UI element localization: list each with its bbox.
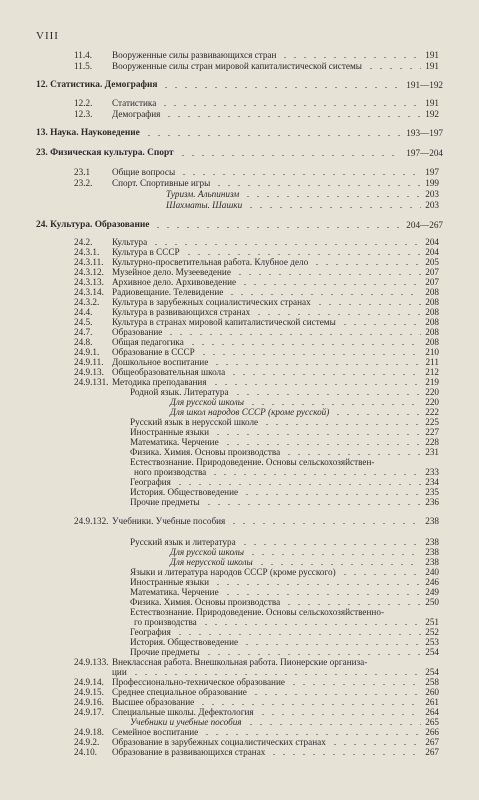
entry-title: Физика. Химия. Основы производства	[130, 597, 281, 607]
entry-title: Образование	[112, 327, 163, 337]
entry-title: Культура в развивающихся странах	[112, 307, 251, 317]
entry-title: Культура в зарубежных социалистических странах	[112, 297, 311, 307]
dot-leader	[242, 644, 421, 645]
page-number: 204—267	[406, 220, 443, 230]
entry-number: 24.4.	[74, 307, 93, 317]
page-number: 208	[425, 307, 439, 317]
dot-leader	[284, 454, 421, 455]
dot-leader	[223, 444, 421, 445]
section-title: 12. Статистика. Демография	[36, 80, 158, 90]
dot-leader	[240, 544, 421, 545]
page-number: 191—192	[406, 80, 443, 90]
dot-leader	[246, 207, 421, 208]
entry-title: Иностранные языки	[130, 577, 210, 587]
entry-title: Радиовещание. Телевидение	[112, 287, 224, 297]
entry-title: Для русской школы	[170, 397, 245, 407]
dot-leader	[280, 57, 421, 58]
dot-leader	[284, 604, 421, 605]
entry-title: Естествознание. Природоведение. Основы сельскохозяйственно-	[130, 607, 385, 617]
entry-title: Культура в СССР	[112, 247, 180, 257]
page-number: 267	[425, 747, 439, 757]
entry-title: Дошкольное воспитание	[112, 357, 209, 367]
entry-title: Для нерусской школы	[170, 557, 253, 567]
entry-title: Языки и литература народов СССР (кроме русского)	[130, 567, 336, 577]
entry-title: История. Обществоведение	[130, 487, 239, 497]
entry-title: Для школ народов СССР (кроме русской)	[170, 407, 330, 417]
dot-leader	[178, 155, 402, 156]
entry-number: 24.5.	[74, 317, 93, 327]
page-number: 193—197	[406, 128, 443, 138]
entry-title: Профессионально-техническое образование	[112, 677, 285, 687]
dot-leader	[166, 334, 421, 335]
entry-title: Шахматы. Шашки	[166, 200, 243, 210]
dot-leader	[289, 684, 421, 685]
dot-leader	[242, 494, 421, 495]
entry-number: 11.5.	[74, 61, 93, 71]
dot-leader	[246, 724, 421, 725]
entry-title: Музейное дело. Музееведение	[112, 267, 231, 277]
page-number: 267	[425, 737, 439, 747]
toc-entry	[0, 60, 479, 72]
entry-title: Вооруженные силы развивающихся стран	[112, 50, 277, 60]
dot-leader	[131, 674, 421, 675]
dot-leader	[229, 523, 421, 524]
dot-leader	[340, 324, 421, 325]
entry-title: Семейное воспитание	[112, 727, 199, 737]
page-number: 252	[425, 627, 439, 637]
toc-section	[0, 79, 479, 91]
page-number: 253	[425, 637, 439, 647]
entry-number: 12.3.	[74, 109, 93, 119]
page-number: 238	[425, 547, 439, 557]
entry-title: География	[130, 477, 171, 487]
page-number: 220	[425, 387, 439, 397]
section-title: 13. Наука. Науковедение	[36, 128, 140, 138]
page-number: 251	[425, 617, 439, 627]
entry-title: Среднее специальное образование	[112, 687, 247, 697]
dot-leader	[204, 654, 421, 655]
dot-leader	[214, 185, 421, 186]
dot-leader	[233, 394, 421, 395]
entry-title: Статистика	[112, 98, 157, 108]
entry-title: Русский язык в нерусской школе	[130, 417, 259, 427]
dot-leader	[199, 354, 421, 355]
page-folio: VIII	[36, 30, 59, 42]
page-number: 238	[425, 557, 439, 567]
entry-number: 24.7.	[74, 327, 93, 337]
entry-number: 24.9.16.	[74, 697, 104, 707]
entry-number: 24.3.14.	[74, 287, 104, 297]
entry-title: ного производства	[134, 467, 207, 477]
dot-leader	[188, 344, 421, 345]
entry-number: 24.3.1.	[74, 247, 100, 257]
entry-title: Русский язык и литература	[130, 537, 236, 547]
page-number: 191	[425, 50, 439, 60]
entry-number: 24.2.	[74, 237, 93, 247]
dot-leader	[251, 694, 421, 695]
page-number: 227	[425, 427, 439, 437]
page-number: 254	[425, 667, 439, 677]
page-number: 235	[425, 487, 439, 497]
entry-title: Культурно-просветительная работа. Клубное дело	[112, 257, 309, 267]
entry-title: Физика. Химия. Основы производства	[130, 447, 281, 457]
entry-number: 24.9.131.	[74, 377, 109, 387]
dot-leader	[160, 105, 421, 106]
entry-number: 23.2.	[74, 178, 93, 188]
entry-number: 24.8.	[74, 337, 93, 347]
page-number: 238	[425, 516, 439, 526]
dot-leader	[258, 714, 421, 715]
dot-leader	[211, 384, 421, 385]
entry-title: Математика. Черчение	[130, 587, 219, 597]
page-number: 236	[425, 497, 439, 507]
entry-number: 24.9.14.	[74, 677, 104, 687]
entry-title: Естествознание. Природоведение. Основы сельскохозяйствен-	[130, 457, 375, 467]
page-number: 264	[425, 707, 439, 717]
entry-number: 24.9.133.	[74, 657, 109, 667]
dot-leader	[153, 227, 402, 228]
entry-title: Демография	[112, 109, 161, 119]
entry-number: 24.9.15.	[74, 687, 104, 697]
entry-number: 12.2.	[74, 98, 93, 108]
dot-leader	[315, 304, 421, 305]
entry-title: Родной язык. Литература	[130, 387, 229, 397]
entry-number: 23.1	[74, 167, 91, 177]
dot-leader	[179, 174, 421, 175]
page-number: 234	[425, 477, 439, 487]
page-number: 191	[425, 61, 439, 71]
page-number: 197	[425, 167, 439, 177]
entry-number: 24.10.	[74, 747, 97, 757]
entry-number: 24.9.1.	[74, 347, 100, 357]
entry-title: ции	[112, 667, 127, 677]
dot-leader	[202, 734, 421, 735]
dot-leader	[223, 594, 421, 595]
page-number: 191	[425, 98, 439, 108]
dot-leader	[235, 274, 421, 275]
toc-section	[0, 219, 479, 231]
entry-title: Общая педагогика	[112, 337, 184, 347]
page-number: 246	[425, 577, 439, 587]
toc-entry	[0, 496, 479, 508]
page-number: 192	[425, 109, 439, 119]
entry-number: 24.3.13.	[74, 277, 104, 287]
page-number: 228	[425, 437, 439, 447]
entry-title: Методика преподавания	[112, 377, 207, 387]
dot-leader	[257, 564, 421, 565]
page-number: 207	[425, 277, 439, 287]
dot-leader	[201, 624, 421, 625]
entry-number: 24.9.11.	[74, 357, 104, 367]
entry-title: Учебники. Учебные пособия	[112, 516, 226, 526]
dot-leader	[213, 434, 421, 435]
page-number: 207	[425, 267, 439, 277]
entry-number: 24.3.12.	[74, 267, 104, 277]
page-number: 208	[425, 297, 439, 307]
entry-title: Внеклассная работа. Внешкольная работа. Пионерские организа-	[112, 657, 368, 667]
dot-leader	[151, 244, 421, 245]
entry-title: Общеобразовательная школа	[112, 367, 226, 377]
entry-number: 24.3.11.	[74, 257, 104, 267]
page-number: 254	[425, 647, 439, 657]
page-number: 219	[425, 377, 439, 387]
entry-title: Математика. Черчение	[130, 437, 219, 447]
entry-title: Высшее образование	[112, 697, 195, 707]
page-number: 204	[425, 247, 439, 257]
page-number: 203	[425, 200, 439, 210]
page-number: 261	[425, 697, 439, 707]
dot-leader	[269, 754, 421, 755]
entry-title: Туризм. Альпинизм	[166, 189, 240, 199]
page-number: 208	[425, 287, 439, 297]
entry-title: Специальные школы. Дефектология	[112, 707, 254, 717]
page-number: 238	[425, 537, 439, 547]
entry-title: Культура в странах мировой капиталистической системы	[112, 317, 336, 327]
toc-entry	[0, 199, 479, 211]
dot-leader	[175, 484, 421, 485]
entry-title: Культура	[112, 237, 148, 247]
entry-title: Спорт. Спортивные игры	[112, 178, 211, 188]
entry-number: 24.9.132.	[74, 516, 109, 526]
dot-leader	[248, 404, 421, 405]
dot-leader	[330, 744, 421, 745]
dot-leader	[164, 116, 421, 117]
page-number: 205	[425, 257, 439, 267]
dot-leader	[229, 374, 421, 375]
section-title: 23. Физическая культура. Спорт	[36, 148, 174, 158]
section-title: 24. Культура. Образование	[36, 220, 150, 230]
page-number: 265	[425, 717, 439, 727]
entry-number: 11.4.	[74, 50, 93, 60]
page-number: 222	[425, 407, 439, 417]
page-number: 203	[425, 189, 439, 199]
toc-entry	[0, 108, 479, 120]
page-number: 210	[425, 347, 439, 357]
page-number: 212	[425, 367, 439, 377]
dot-leader	[227, 294, 421, 295]
page-number: 260	[425, 687, 439, 697]
dot-leader	[161, 87, 402, 88]
entry-title: Учебники и учебные пособия	[130, 717, 242, 727]
entry-number: 24.9.2.	[74, 737, 100, 747]
dot-leader	[240, 284, 421, 285]
dot-leader	[213, 584, 421, 585]
entry-number: 24.9.17.	[74, 707, 104, 717]
entry-title: География	[130, 627, 171, 637]
entry-title: Иностранные языки	[130, 427, 210, 437]
page-number: 258	[425, 677, 439, 687]
dot-leader	[254, 314, 421, 315]
dot-leader	[243, 196, 421, 197]
entry-title: История. Обществоведение	[130, 637, 239, 647]
dot-leader	[212, 364, 422, 365]
dot-leader	[248, 554, 421, 555]
entry-title: Для русской школы	[170, 547, 245, 557]
page-number: 204	[425, 237, 439, 247]
entry-title: Образование в зарубежных социалистических странах	[112, 737, 326, 747]
page-number: 208	[425, 337, 439, 347]
dot-leader	[262, 424, 421, 425]
dot-leader	[210, 474, 421, 475]
page-number: 250	[425, 597, 439, 607]
page-number: 208	[425, 327, 439, 337]
page-number: 197—204	[406, 148, 443, 158]
page-number: 220	[425, 397, 439, 407]
entry-title: Прочие предметы	[130, 497, 200, 507]
page-number: 231	[425, 447, 439, 457]
entry-number: 24.9.18.	[74, 727, 104, 737]
page-number: 211	[425, 357, 439, 367]
page-number: 240	[425, 567, 439, 577]
page-number: 225	[425, 417, 439, 427]
entry-number: 24.9.13.	[74, 367, 104, 377]
dot-leader	[333, 414, 421, 415]
dot-leader	[184, 254, 421, 255]
entry-title: Прочие предметы	[130, 647, 200, 657]
entry-title: го производства	[134, 617, 197, 627]
page-number: 208	[425, 317, 439, 327]
dot-leader	[340, 574, 421, 575]
toc-section	[0, 127, 479, 139]
dot-leader	[312, 264, 421, 265]
entry-title: Общие вопросы	[112, 167, 176, 177]
toc-entry	[0, 746, 479, 758]
page-number: 199	[425, 178, 439, 188]
toc-section	[0, 147, 479, 159]
toc-entry	[0, 515, 479, 527]
page-number: 249	[425, 587, 439, 597]
entry-title: Вооруженные силы стран мировой капиталистической системы	[112, 61, 362, 71]
dot-leader	[144, 135, 402, 136]
dot-leader	[175, 634, 421, 635]
entry-title: Образование в СССР	[112, 347, 195, 357]
entry-title: Архивное дело. Архивоведение	[112, 277, 237, 287]
dot-leader	[366, 68, 421, 69]
entry-title: Образование в развивающихся странах	[112, 747, 266, 757]
page-number: 233	[425, 467, 439, 477]
dot-leader	[204, 504, 421, 505]
dot-leader	[198, 704, 421, 705]
entry-number: 24.3.2.	[74, 297, 100, 307]
page-number: 266	[425, 727, 439, 737]
